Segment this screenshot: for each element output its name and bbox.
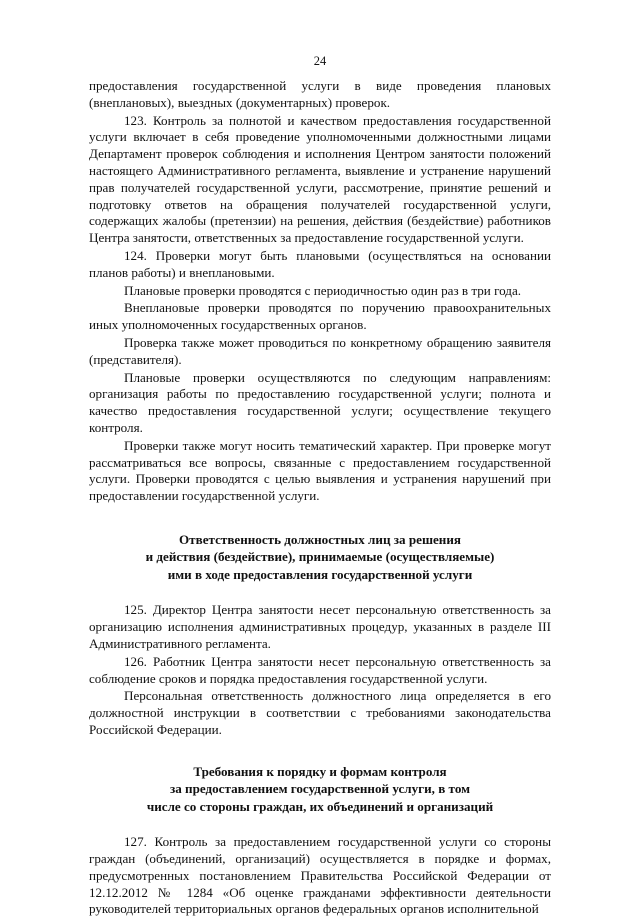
paragraph-124: 124. Проверки могут быть плановыми (осуществляться на основании планов работы) и внеплановыми. xyxy=(89,247,551,280)
heading-line: Ответственность должностных лиц за решения xyxy=(179,531,461,547)
heading-line: Требования к порядку и формам контроля xyxy=(193,763,447,779)
paragraph-123: 123. Контроль за полнотой и качеством предоставления государственной услуги включает в себя проведение уполномоченными должностными лицами Департамент проверок соблюдения и исполнения Центром занятости положений настоящего Административного регламента, выявление и устранение нарушений прав получателей государственной услуги, рассмотрение, принятие решений и подготовку ответов на обращения получателей государственной услуги, содержащих жалобы (претензии) на решения, действия (бездействие) работников Центра занятости, ответственных за предоставление государственной услуги. xyxy=(89,112,551,246)
section-heading-control-requirements xyxy=(89,763,551,816)
paragraph-127: 127. Контроль за предоставлением государственной услуги со стороны граждан (объединений, организаций) осуществляется в порядке и формах, предусмотренных постановлением Правительства Российской Федерации от 12.12.2012 № 1284 «Об оценке гражданами эффективности деятельности руководителей территориальных органов федеральных органов исполнительной xyxy=(89,834,551,917)
paragraph-126: 126. Работник Центра занятости несет персональную ответственность за соблюдение сроков и порядка предоставления государственной услуги. xyxy=(89,653,551,686)
heading-line: и действия (бездействие), принимаемые (осуществляемые) xyxy=(145,549,495,565)
paragraph-personal-responsibility: Персональная ответственность должностного лица определяется в его должностной инструкции в соответствии с требованиями законодательства Российской Федерации. xyxy=(89,688,551,737)
paragraph-unplanned-checks: Внеплановые проверки проводятся по поручению правоохранительных иных уполномоченных государственных органов. xyxy=(89,300,551,333)
heading-line: за предоставлением государственной услуги, в том xyxy=(169,781,471,797)
paragraph-125: 125. Директор Центра занятости несет персональную ответственность за организацию исполнения административных процедур, указанных в разделе III Административного регламента. xyxy=(89,602,551,652)
paragraph-planned-checks: Плановые проверки проводятся с периодичностью один раз в три года. xyxy=(124,282,522,298)
heading-line: ими в ходе предоставления государственной услуги xyxy=(167,566,473,582)
paragraph-check-directions: Плановые проверки осуществляются по следующим направлениям: организация работы по предоставлению государственной услуги; полнота и качество предоставления государственной услуги; осуществление текущего контроля. xyxy=(89,369,551,435)
document-body xyxy=(89,78,551,919)
paragraph-applicant-check: Проверка также может проводиться по конкретному обращению заявителя (представителя). xyxy=(89,334,551,367)
section-heading-responsibility xyxy=(89,531,551,584)
heading-line: числе со стороны граждан, их объединений и организаций xyxy=(146,798,494,814)
paragraph-continuation: предоставления государственной услуги в виде проведения плановых (внеплановых), выездных (документарных) проверок. xyxy=(89,78,551,110)
page-number: 24 xyxy=(313,54,327,68)
paragraph-thematic-checks: Проверки также могут носить тематический характер. При проверке могут рассматриваться все вопросы, связанные с предоставлением государственной услуги. Проверки проводятся с целью выявления и устранения нарушений при предоставлении государственной услуги. xyxy=(89,437,551,504)
